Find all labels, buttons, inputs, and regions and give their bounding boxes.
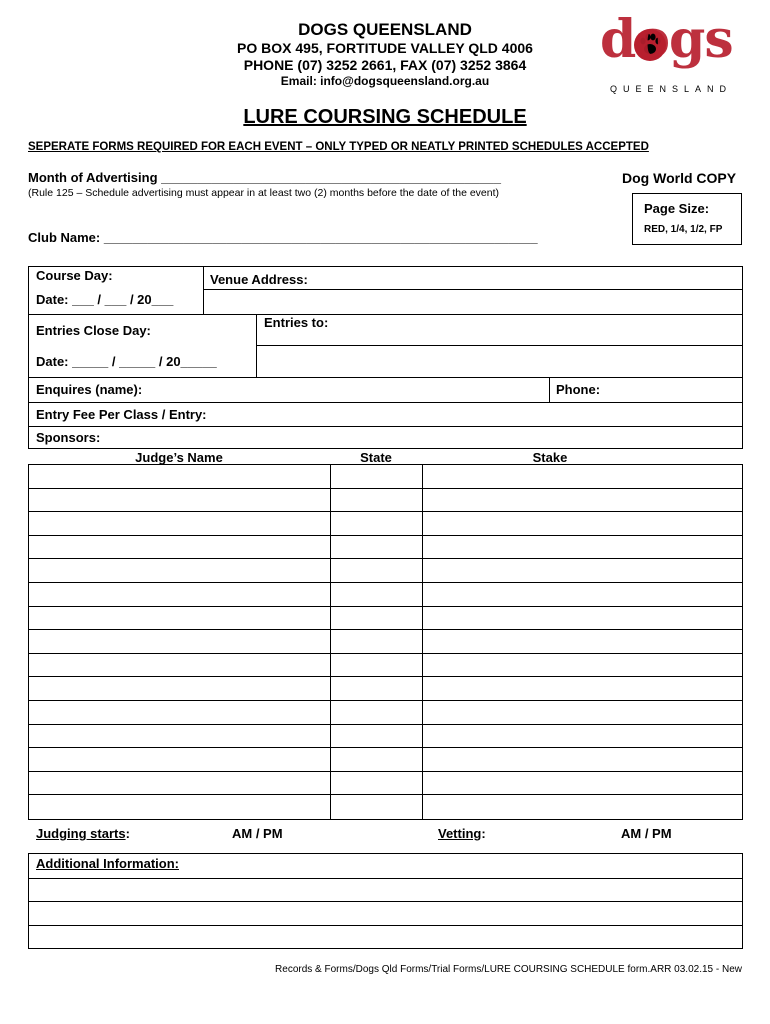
page-size-options: RED, 1/4, 1/2, FP <box>644 224 723 235</box>
footer-text: Records & Forms/Dogs Qld Forms/Trial Forms/LURE COURSING SCHEDULE form.ARR 03.02.15 - New <box>275 964 742 975</box>
table-row[interactable] <box>29 583 742 607</box>
table-row[interactable] <box>29 725 742 749</box>
enquires-field[interactable]: Enquires (name): <box>36 382 143 397</box>
phone-field[interactable]: Phone: <box>556 382 601 397</box>
instruction-text: SEPERATE FORMS REQUIRED FOR EACH EVENT – ONLY TYPED OR NEATLY PRINTED SCHEDULES ACCEPTED <box>28 141 649 153</box>
entry-fee-field[interactable]: Entry Fee Per Class / Entry: <box>36 407 207 422</box>
table-row[interactable] <box>29 489 742 513</box>
club-name-field[interactable]: Club Name: ____________________________________________________________ <box>28 230 538 245</box>
logo-wordmark: dogs <box>600 9 733 70</box>
vetting-label: Vetting <box>438 826 482 841</box>
date-field-2[interactable]: Date: _____ / _____ / 20_____ <box>36 354 217 369</box>
table-row[interactable] <box>29 630 742 654</box>
month-of-advertising[interactable]: Month of Advertising _______________________________________________ <box>28 170 501 185</box>
vetting-colon: : <box>481 826 486 841</box>
table-row[interactable] <box>29 677 742 701</box>
entries-to-field[interactable]: Entries to: <box>264 315 329 330</box>
judging-starts-colon: : <box>125 826 130 841</box>
vetting-field[interactable] <box>438 826 486 841</box>
org-address: PO BOX 495, FORTITUDE VALLEY QLD 4006 <box>237 40 533 56</box>
org-name: DOGS QUEENSLAND <box>298 20 472 39</box>
judges-table <box>28 464 743 820</box>
judges-name-header: Judge’s Name <box>135 450 223 465</box>
date-field-1[interactable]: Date: ___ / ___ / 20___ <box>36 292 174 307</box>
form-title: LURE COURSING SCHEDULE <box>243 106 527 128</box>
sponsors-field[interactable]: Sponsors: <box>36 430 101 445</box>
table-row[interactable] <box>29 512 742 536</box>
rule-note: (Rule 125 – Schedule advertising must appear in at least two (2) months before the date of the event) <box>28 187 500 199</box>
entries-close-day-field[interactable]: Entries Close Day: <box>36 323 151 338</box>
table-row[interactable] <box>29 701 742 725</box>
table-row[interactable] <box>29 654 742 678</box>
org-email: Email: info@dogsqueensland.org.au <box>280 74 490 88</box>
judging-starts-field[interactable] <box>36 826 130 841</box>
org-phone: PHONE (07) 3252 2661, FAX (07) 3252 3864 <box>243 57 527 73</box>
table-row[interactable] <box>29 795 742 819</box>
table-row[interactable] <box>29 607 742 631</box>
dog-world-copy: Dog World COPY <box>622 170 737 186</box>
logo-subtitle: QUEENSLAND <box>610 84 733 94</box>
vetting-am-pm[interactable]: AM / PM <box>621 826 672 841</box>
additional-info-label: Additional Information: <box>36 856 179 871</box>
table-row[interactable] <box>29 536 742 560</box>
course-day-field[interactable]: Course Day: <box>36 268 113 283</box>
page-size-label: Page Size: <box>644 201 710 216</box>
dogs-queensland-logo <box>600 9 733 104</box>
table-row[interactable] <box>29 748 742 772</box>
venue-address-field[interactable]: Venue Address: <box>210 272 308 287</box>
table-row[interactable] <box>29 465 742 489</box>
stake-header: Stake <box>532 450 568 465</box>
table-row[interactable] <box>29 772 742 796</box>
judging-am-pm[interactable]: AM / PM <box>232 826 283 841</box>
table-row[interactable] <box>29 559 742 583</box>
state-header: State <box>360 450 392 465</box>
judging-starts-label: Judging starts <box>36 826 126 841</box>
